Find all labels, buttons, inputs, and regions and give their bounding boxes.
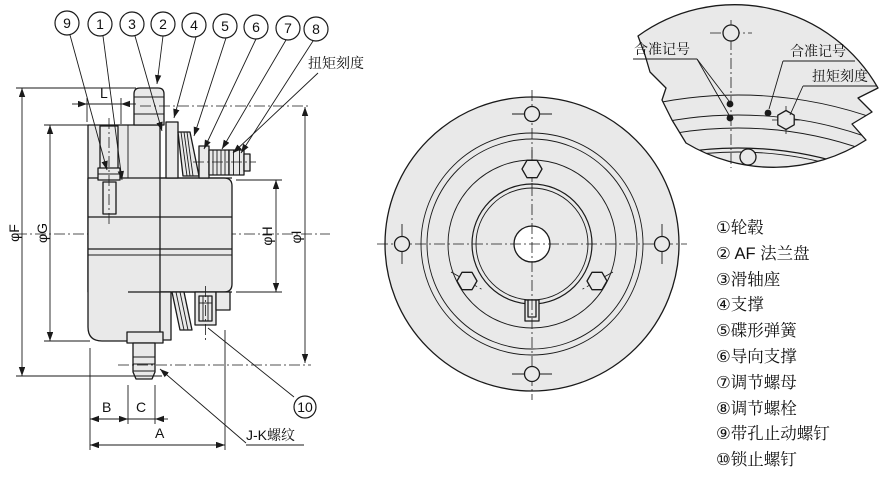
part-name: 调节螺母 <box>730 373 797 392</box>
part-num: ② <box>716 244 731 263</box>
part-num: ⑩ <box>716 451 731 470</box>
part-name: 滑轴座 <box>730 270 781 289</box>
parts-list-item-5 <box>716 319 830 345</box>
torque-scale-label: 扭矩刻度 <box>308 55 364 71</box>
svg-text:4: 4 <box>190 17 198 33</box>
part-name: 轮毂 <box>730 219 764 237</box>
svg-text:8: 8 <box>312 21 320 37</box>
svg-text:2: 2 <box>159 16 167 32</box>
dim-label-A: A <box>155 425 165 441</box>
align-dot-2 <box>727 115 734 122</box>
svg-text:5: 5 <box>221 18 229 34</box>
align-mark-left-label: 合准记号 <box>634 41 690 57</box>
section-view <box>6 11 364 450</box>
svg-text:6: 6 <box>252 19 260 35</box>
parts-list-item-8 <box>716 397 830 423</box>
torque-scale-callout-section <box>233 55 364 153</box>
align-dot-3 <box>765 110 772 117</box>
parts-list-item-7 <box>716 371 830 397</box>
parts-list-item-9 <box>716 422 830 448</box>
part-name: 带孔止动螺钉 <box>730 425 830 444</box>
jk-thread-label: J-K螺纹 <box>246 427 295 443</box>
part-num: ⑨ <box>716 425 731 444</box>
dim-label-L: L <box>100 85 108 101</box>
adjusting-nut <box>209 150 229 175</box>
front-view <box>377 90 687 400</box>
part-name: 导向支撑 <box>730 347 797 366</box>
dim-label-phiH: φH <box>259 226 275 246</box>
detail-notch <box>740 149 756 165</box>
part-num: ③ <box>716 270 731 289</box>
dim-label-phiG: φG <box>34 223 50 243</box>
dimension-ABC <box>90 330 225 450</box>
hub-flange <box>88 125 160 341</box>
top-boss <box>134 88 164 125</box>
part-num: ⑥ <box>716 347 731 366</box>
jk-thread-callout <box>160 369 304 445</box>
bottom-boss <box>127 332 163 379</box>
part-num: ⑧ <box>716 399 731 418</box>
callout-10 <box>208 328 316 418</box>
slide-seat <box>166 122 178 178</box>
dim-label-C: C <box>136 399 147 415</box>
parts-list <box>716 216 830 474</box>
dimension-phiI <box>288 107 305 363</box>
dimension-phiH <box>236 180 282 292</box>
part-num: ④ <box>716 296 731 315</box>
parts-list-item-2 <box>716 242 830 268</box>
svg-text:3: 3 <box>128 16 136 32</box>
dimension-phiG <box>34 125 90 341</box>
align-mark-right-label: 合准记号 <box>790 43 846 59</box>
disc-springs-upper <box>178 132 199 176</box>
parts-list-item-1 <box>716 216 830 242</box>
part-name: 碟形弹簧 <box>730 322 797 341</box>
svg-text:9: 9 <box>63 15 71 31</box>
part-name: 支撑 <box>730 296 764 315</box>
callout-2 <box>151 12 175 84</box>
parts-list-item-3 <box>716 268 830 294</box>
dim-label-phiI: φI <box>288 230 304 244</box>
part-name: 锁止螺钉 <box>730 451 797 470</box>
parts-list-item-10 <box>716 448 830 474</box>
part-num: ⑤ <box>716 322 731 341</box>
svg-text:7: 7 <box>284 20 292 36</box>
part-name: 调节螺栓 <box>730 399 797 418</box>
disc-springs-lower <box>172 292 192 330</box>
svg-text:10: 10 <box>297 399 313 415</box>
parts-list-item-4 <box>716 293 830 319</box>
parts-list-item-6 <box>716 345 830 371</box>
part-num: ① <box>716 219 731 237</box>
align-dot-1 <box>727 101 734 108</box>
dim-label-B: B <box>102 399 112 415</box>
dimension-L <box>72 85 136 124</box>
part-num: ⑦ <box>716 373 731 392</box>
detail-hole <box>723 25 739 41</box>
part-name: AF 法兰盘 <box>730 244 810 263</box>
callout-4 <box>174 13 206 118</box>
torque-scale-detail-label: 扭矩刻度 <box>812 68 868 84</box>
dim-label-phiF: φF <box>6 224 22 242</box>
svg-text:1: 1 <box>96 16 104 32</box>
